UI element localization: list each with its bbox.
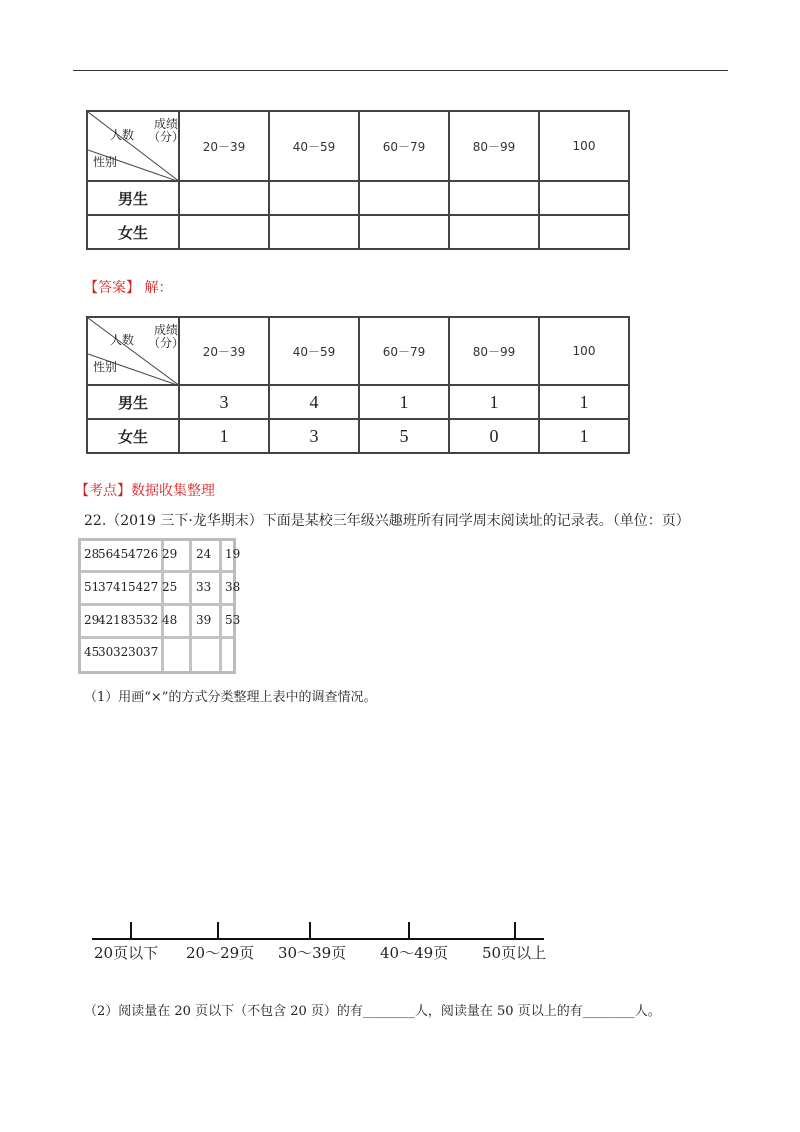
grid-cell-value: 53 — [225, 613, 241, 627]
value-cell: 3 — [179, 385, 269, 419]
grid-cell-value: 51 — [84, 580, 100, 594]
row-label-girls: 女生 — [87, 419, 179, 453]
question-part-2: （2）阅读量在 20 页以下（不包含 20 页）的有________人，阅读量在 50 页以上的有________人。 — [84, 1004, 661, 1019]
grid-cell-value: 37 — [143, 645, 159, 659]
grid-line — [81, 570, 233, 573]
grid-cell-value: 37 — [98, 580, 114, 594]
grid-cell-value: 32 — [113, 645, 129, 659]
row-label-boys: 男生 — [87, 181, 179, 215]
grid-cell-value: 35 — [128, 613, 144, 627]
grid-cell-value: 30 — [128, 645, 144, 659]
grid-cell-value: 29 — [84, 613, 100, 627]
value-cell: 5 — [359, 419, 449, 453]
blank-score-table — [86, 110, 630, 250]
question-text: 22.（2019 三下·龙华期末）下面是某校三年级兴趣班所有同学周末阅读址的记录表。（单位：页） — [84, 513, 690, 529]
answer-label: 【答案】 解： — [84, 280, 173, 296]
corner-gender-label: 性别 — [93, 360, 118, 374]
number-line-tick — [130, 922, 132, 938]
value-cell: 3 — [269, 419, 359, 453]
table-corner — [87, 111, 185, 181]
empty-cell[interactable] — [359, 181, 449, 215]
number-line-label: 30～39页 — [278, 944, 347, 962]
empty-cell[interactable] — [269, 181, 359, 215]
col-header: 60－79 — [359, 111, 449, 181]
topic-label: 【考点】数据收集整理 — [75, 483, 215, 499]
grid-cell-value: 48 — [162, 613, 178, 627]
grid-line — [219, 541, 222, 671]
grid-cell-value: 38 — [225, 580, 241, 594]
value-cell: 0 — [449, 419, 539, 453]
header-rule — [73, 70, 728, 71]
corner-gender-label: 性别 — [93, 155, 118, 169]
corner-count-label: 人数 — [110, 128, 135, 142]
number-line-label: 40～49页 — [380, 944, 449, 962]
col-header: 100 — [539, 111, 629, 181]
col-header: 20－39 — [179, 111, 269, 181]
empty-cell[interactable] — [449, 181, 539, 215]
grid-cell-value: 19 — [225, 547, 241, 561]
answer-score-table — [86, 316, 630, 454]
corner-count-label: 人数 — [110, 333, 135, 347]
grid-cell-value: 26 — [143, 547, 159, 561]
grid-cell-value: 24 — [196, 547, 212, 561]
value-cell: 1 — [449, 385, 539, 419]
empty-cell[interactable] — [449, 215, 539, 249]
empty-cell[interactable] — [179, 181, 269, 215]
number-line-tick — [217, 922, 219, 938]
number-line-axis — [92, 938, 544, 940]
question-part-1: （1）用画“×”的方式分类整理上表中的调查情况。 — [84, 690, 377, 705]
empty-cell[interactable] — [359, 215, 449, 249]
number-line-label: 20页以下 — [94, 944, 159, 962]
grid-cell-value: 27 — [143, 580, 159, 594]
grid-cell-value: 42 — [98, 613, 114, 627]
grid-cell-value: 39 — [196, 613, 212, 627]
corner-score-label: 成绩 （分） — [148, 117, 185, 144]
value-cell: 1 — [539, 385, 629, 419]
col-header: 40－59 — [269, 111, 359, 181]
grid-line — [81, 603, 233, 606]
grid-cell-value: 30 — [98, 645, 114, 659]
value-cell: 1 — [179, 419, 269, 453]
grid-cell-value: 47 — [128, 547, 144, 561]
grid-cell-value: 45 — [113, 547, 129, 561]
grid-cell-value: 29 — [162, 547, 178, 561]
col-header: 60－79 — [359, 317, 449, 385]
table-corner — [87, 317, 185, 385]
grid-cell-value: 25 — [162, 580, 178, 594]
grid-cell-value: 41 — [113, 580, 129, 594]
value-cell: 4 — [269, 385, 359, 419]
grid-line — [81, 636, 233, 639]
empty-cell[interactable] — [269, 215, 359, 249]
row-label-girls: 女生 — [87, 215, 179, 249]
number-line-tick — [408, 922, 410, 938]
value-cell: 1 — [539, 419, 629, 453]
row-label-boys: 男生 — [87, 385, 179, 419]
grid-cell-value: 33 — [196, 580, 212, 594]
number-line-label: 20～29页 — [186, 944, 255, 962]
grid-cell-value: 18 — [113, 613, 129, 627]
empty-cell[interactable] — [539, 181, 629, 215]
number-line-label: 50页以上 — [482, 944, 547, 962]
grid-cell-value: 28 — [84, 547, 100, 561]
empty-cell[interactable] — [179, 215, 269, 249]
number-line-tick — [309, 922, 311, 938]
number-line — [92, 920, 552, 970]
corner-score-label: 成绩 （分） — [148, 323, 185, 350]
col-header: 80－99 — [449, 317, 539, 385]
col-header: 20－39 — [179, 317, 269, 385]
col-header: 40－59 — [269, 317, 359, 385]
number-line-tick — [514, 922, 516, 938]
col-header: 80－99 — [449, 111, 539, 181]
grid-cell-value: 56 — [98, 547, 114, 561]
grid-cell-value: 32 — [143, 613, 159, 627]
value-cell: 1 — [359, 385, 449, 419]
reading-record-grid — [78, 538, 241, 674]
grid-cell-value: 45 — [84, 645, 100, 659]
empty-cell[interactable] — [539, 215, 629, 249]
grid-cell-value: 54 — [128, 580, 144, 594]
col-header: 100 — [539, 317, 629, 385]
grid-line — [189, 541, 192, 671]
